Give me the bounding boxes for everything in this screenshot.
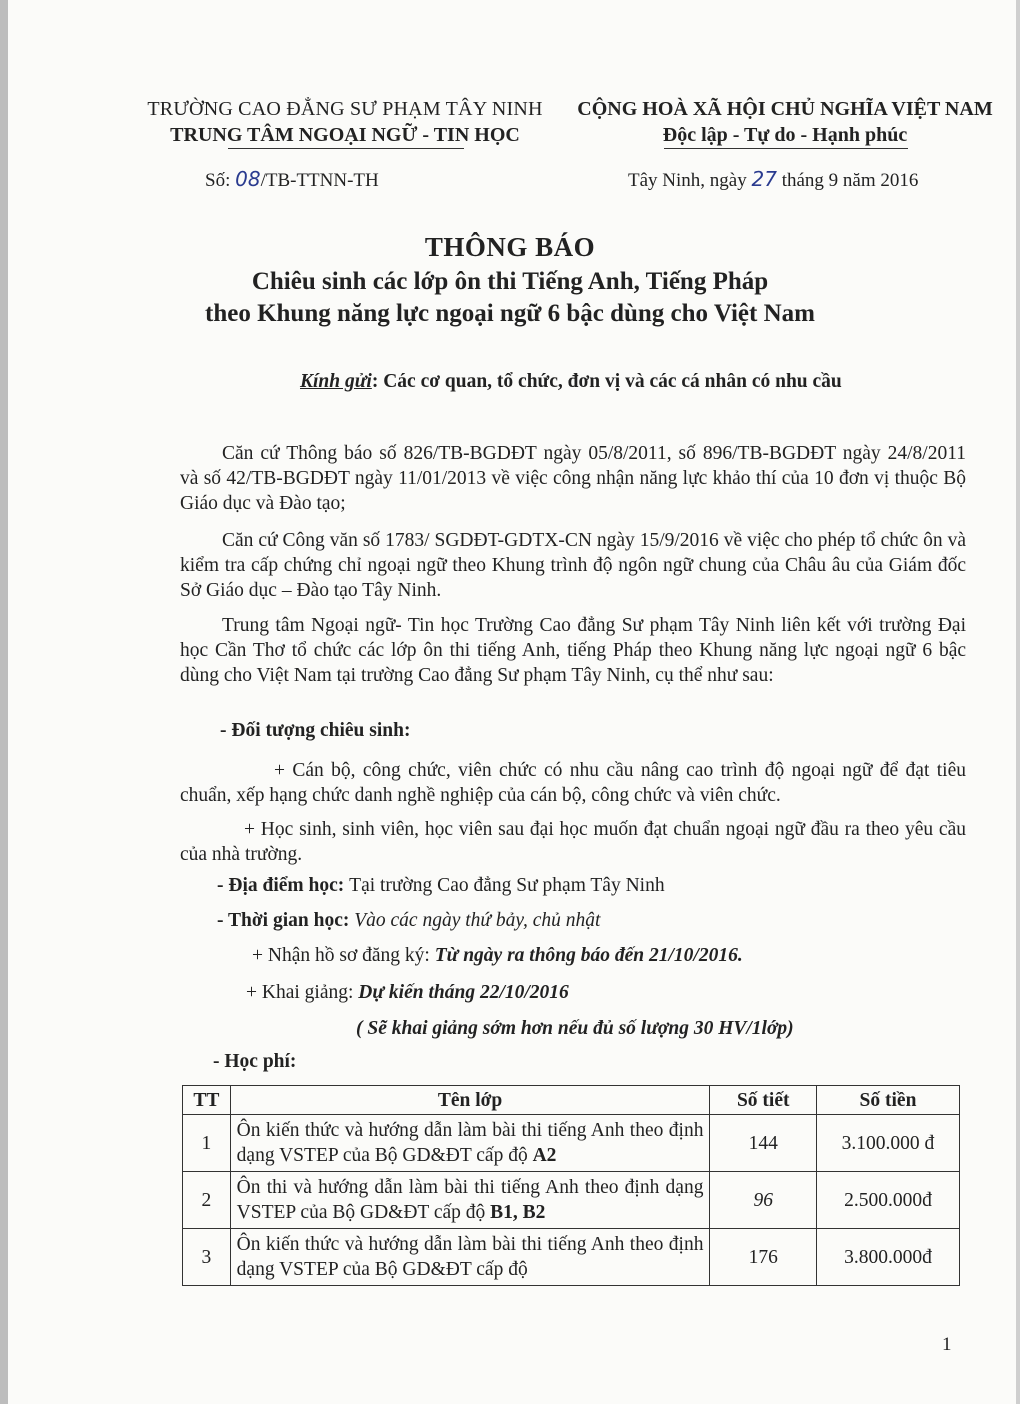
header-left-underline bbox=[228, 148, 464, 149]
header-right-underline bbox=[664, 148, 908, 149]
row-tt: 3 bbox=[183, 1229, 231, 1286]
row-class-name: Ôn kiến thức và hướng dẫn làm bài thi tiếng Anh theo định dạng VSTEP của Bộ GD&ĐT cấp độ bbox=[230, 1229, 710, 1286]
row-periods: 176 bbox=[710, 1229, 817, 1286]
national-title: CỘNG HOÀ XÃ HỘI CHỦ NGHĨA VIỆT NAM bbox=[577, 98, 993, 120]
row-fee: 2.500.000đ bbox=[816, 1172, 959, 1229]
table-row bbox=[183, 1115, 960, 1172]
document-day-handwritten: 27 bbox=[751, 167, 777, 191]
opening-line bbox=[246, 982, 569, 1004]
opening-label: + Khai giảng: bbox=[246, 982, 359, 1003]
location-label: - Địa điểm học: bbox=[217, 875, 350, 896]
schedule-label: - Thời gian học: bbox=[217, 910, 355, 931]
row-tt: 2 bbox=[183, 1172, 231, 1229]
table-row bbox=[183, 1229, 960, 1286]
fee-table bbox=[182, 1085, 960, 1286]
row-periods: 144 bbox=[710, 1115, 817, 1172]
registration-value: Từ ngày ra thông báo đến 21/10/2016. bbox=[434, 945, 743, 966]
location-line bbox=[217, 875, 665, 897]
scan-edge-left bbox=[0, 0, 8, 1404]
registration-line bbox=[252, 945, 743, 967]
paragraph-legal-basis-1: Căn cứ Thông báo số 826/TB-BGDĐT ngày 05/8/2011, số 896/TB-BGDĐT ngày 24/8/2011 và số 42/TB-BGDĐT ngày 11/01/2013 về việc công nhận năng lực khảo thí của 10 đơn vị thuộc Bộ Giáo dục và Đào tạo; bbox=[180, 443, 966, 514]
row-class-name: Ôn thi và hướng dẫn làm bài thi tiếng Anh theo định dạng VSTEP của Bộ GD&ĐT cấp độ B1, B2 bbox=[230, 1172, 710, 1229]
table-row bbox=[183, 1172, 960, 1229]
recipients-text: : Các cơ quan, tổ chức, đơn vị và các cá nhân có nhu cầu bbox=[371, 371, 842, 392]
issuer-school: TRƯỜNG CAO ĐẲNG SƯ PHẠM TÂY NINH bbox=[147, 98, 543, 120]
opening-note: ( Sẽ khai giảng sớm hơn nếu đủ số lượng 30 HV/1lớp) bbox=[356, 1018, 794, 1039]
row-tt: 1 bbox=[183, 1115, 231, 1172]
document-subtitle-2: theo Khung năng lực ngoại ngữ 6 bậc dùng cho Việt Nam bbox=[205, 300, 815, 327]
issuer-header bbox=[135, 96, 555, 148]
registration-label: + Nhận hồ sơ đăng ký: bbox=[252, 945, 435, 966]
opening-value: Dự kiến tháng 22/10/2016 bbox=[358, 982, 569, 1003]
national-motto: Độc lập - Tự do - Hạnh phúc bbox=[662, 124, 908, 146]
paragraph-legal-basis-2: Căn cứ Công văn số 1783/ SGDĐT-GDTX-CN ngày 15/9/2016 về việc cho phép tổ chức ôn và kiểm tra cấp chứng chỉ ngoại ngữ theo Khung trình độ ngôn ngữ chung của Châu âu của Giám đốc Sở Giáo dục – Đào tạo Tây Ninh. bbox=[180, 530, 966, 601]
row-class-name: Ôn kiến thức và hướng dẫn làm bài thi tiếng Anh theo định dạng VSTEP của Bộ GD&ĐT cấp độ A2 bbox=[230, 1115, 710, 1172]
row-fee: 3.800.000đ bbox=[816, 1229, 959, 1286]
national-header bbox=[570, 96, 1000, 148]
document-number-handwritten: 08 bbox=[235, 167, 261, 191]
target-item-students: + Học sinh, sinh viên, học viên sau đại học muốn đạt chuẩn ngoại ngữ đầu ra theo yêu cầu của nhà trường. bbox=[180, 819, 966, 865]
schedule-value: Vào các ngày thứ bảy, chủ nhật bbox=[354, 910, 601, 931]
schedule-line bbox=[217, 910, 600, 932]
row-periods: 96 bbox=[710, 1172, 817, 1229]
recipients-label: Kính gửi bbox=[300, 371, 372, 392]
fee-table-header bbox=[183, 1086, 960, 1115]
target-item-staff: + Cán bộ, công chức, viên chức có nhu cầu nâng cao trình độ ngoại ngữ để đạt tiêu chuẩn, xếp hạng chức danh nghề nghiệp của cán bộ, công chức và viên chức. bbox=[180, 760, 966, 806]
col-fee: Số tiền bbox=[816, 1086, 959, 1115]
document-date: Tây Ninh, ngày 27 tháng 9 năm 2016 bbox=[628, 167, 919, 191]
document-number: Số: 08/TB-TTNN-TH bbox=[205, 167, 379, 191]
paragraph-partnership: Trung tâm Ngoại ngữ- Tin học Trường Cao đẳng Sư phạm Tây Ninh liên kết với trường Đại học Cần Thơ tổ chức các lớp ôn thi tiếng Anh, tiếng Pháp theo Khung năng lực ngoại ngữ 6 bậc dùng cho Việt Nam tại trường Cao đẳng Sư phạm Tây Ninh, cụ thể như sau: bbox=[180, 615, 966, 686]
document-subtitle-1: Chiêu sinh các lớp ôn thi Tiếng Anh, Tiếng Pháp bbox=[251, 268, 769, 295]
page-number: 1 bbox=[942, 1334, 952, 1355]
fee-heading: - Học phí: bbox=[213, 1051, 297, 1072]
col-periods: Số tiết bbox=[710, 1086, 817, 1115]
col-class-name: Tên lớp bbox=[230, 1086, 710, 1115]
document-title: THÔNG BÁO bbox=[424, 232, 596, 262]
recipients bbox=[300, 371, 842, 393]
issuer-center: TRUNG TÂM NGOẠI NGỮ - TIN HỌC bbox=[170, 124, 520, 146]
section-target-heading: - Đối tượng chiêu sinh: bbox=[220, 720, 411, 741]
col-tt: TT bbox=[183, 1086, 231, 1115]
row-fee: 3.100.000 đ bbox=[816, 1115, 959, 1172]
location-value: Tại trường Cao đẳng Sư phạm Tây Ninh bbox=[349, 875, 665, 896]
scan-edge-right bbox=[1016, 0, 1020, 1404]
